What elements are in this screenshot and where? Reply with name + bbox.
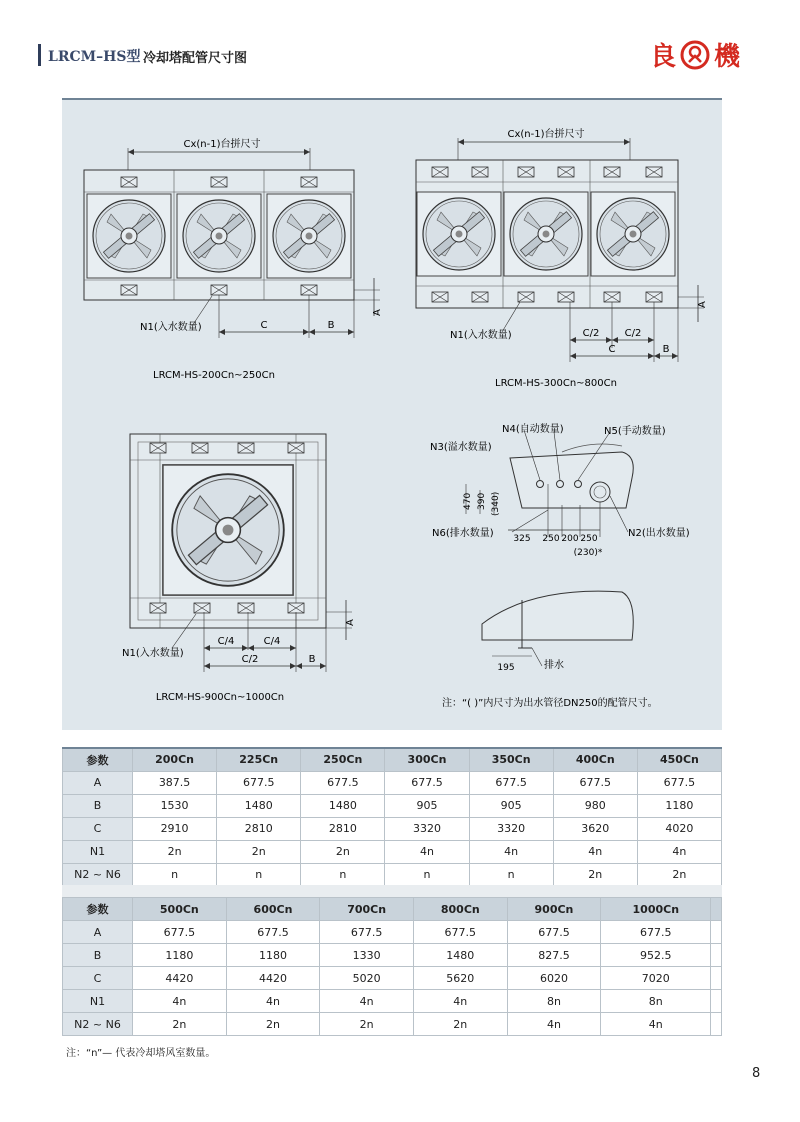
- row-label: C: [63, 967, 133, 990]
- table-cell: n: [301, 863, 385, 886]
- logo-char-left: 良: [650, 42, 677, 72]
- table-row: [63, 817, 722, 840]
- table-cell: 4n: [469, 840, 553, 863]
- table-cell: 1480: [301, 794, 385, 817]
- table-cell: 677.5: [301, 771, 385, 794]
- table-header-cell: [711, 898, 722, 921]
- brand-logo: [650, 36, 740, 73]
- model-name: LRCM–HS型: [48, 49, 141, 65]
- d2-dim-b: B: [662, 344, 670, 355]
- table-row: [63, 794, 722, 817]
- footnote: 注：“n”— 代表冷却塔风室数量。: [66, 1048, 216, 1059]
- table-cell: 4n: [601, 1013, 711, 1036]
- table-row: [63, 1013, 722, 1036]
- d3-dim-a: A: [345, 619, 356, 626]
- d5-drain-label: 排水: [544, 660, 564, 671]
- d4-w250a: 250: [542, 534, 560, 544]
- table-cell: n: [385, 863, 469, 886]
- table-cell: 677.5: [553, 771, 637, 794]
- table-cell: 677.5: [469, 771, 553, 794]
- table-header-cell: 225Cn: [217, 748, 301, 771]
- drawing-side-elevation: [430, 422, 690, 558]
- table-cell: 1480: [217, 794, 301, 817]
- table-cell: 1480: [413, 944, 507, 967]
- table-header-cell: 200Cn: [133, 748, 217, 771]
- row-label: C: [63, 817, 133, 840]
- row-label: N2 ~ N6: [63, 1013, 133, 1036]
- d1-dim-b: B: [327, 320, 335, 331]
- table-header-cell: 600Cn: [226, 898, 320, 921]
- drawing-note: 注：“( )”内尺寸为出水管径DN250的配管尺寸。: [442, 698, 658, 709]
- d4-w230: (230)*: [573, 548, 603, 558]
- spec-table-2: [62, 897, 722, 1036]
- table-header-cell: 450Cn: [637, 748, 721, 771]
- table-header-row: [63, 898, 722, 921]
- d1-dim-c: C: [260, 320, 268, 331]
- table-cell: [711, 944, 722, 967]
- table-row: [63, 967, 722, 990]
- d3-caption: LRCM-HS-900Cn~1000Cn: [155, 692, 285, 703]
- table-cell: 1530: [133, 794, 217, 817]
- d4-h470: 470: [463, 492, 473, 510]
- table-header-cell: 900Cn: [507, 898, 601, 921]
- table-cell: 2n: [133, 1013, 227, 1036]
- table-header-cell: 300Cn: [385, 748, 469, 771]
- table-cell: 827.5: [507, 944, 601, 967]
- table-cell: n: [217, 863, 301, 886]
- page-title: 冷却塔配管尺寸图: [143, 51, 248, 66]
- table-cell: 4n: [413, 990, 507, 1013]
- table-header-cell: 1000Cn: [601, 898, 711, 921]
- table-header-cell: 400Cn: [553, 748, 637, 771]
- d4-n2: N2(出水数量): [628, 528, 690, 539]
- technical-drawings: [62, 100, 722, 732]
- d1-dim-a: A: [372, 309, 383, 316]
- row-label: N1: [63, 840, 133, 863]
- table-cell: 4n: [320, 990, 414, 1013]
- drawing-200cn-250cn: [84, 137, 383, 381]
- table-cell: 905: [469, 794, 553, 817]
- table-cell: 677.5: [217, 771, 301, 794]
- page-number: 8: [752, 1066, 761, 1081]
- row-label: N1: [63, 990, 133, 1013]
- table-cell: 4420: [133, 967, 227, 990]
- table-cell: 677.5: [601, 921, 711, 944]
- table-cell: [711, 1013, 722, 1036]
- table-cell: 2810: [217, 817, 301, 840]
- table-cell: 677.5: [320, 921, 414, 944]
- table-cell: n: [469, 863, 553, 886]
- d4-w200: 200: [561, 534, 579, 544]
- spec-table-1: [62, 747, 722, 887]
- d1-label-n1: N1(入水数量): [140, 322, 202, 333]
- table-cell: 8n: [601, 990, 711, 1013]
- table-header-cell: 800Cn: [413, 898, 507, 921]
- table-row: [63, 771, 722, 794]
- table-cell: 2910: [133, 817, 217, 840]
- table-cell: 677.5: [385, 771, 469, 794]
- table-cell: 3320: [385, 817, 469, 840]
- table-cell: 6020: [507, 967, 601, 990]
- table-cell: 1330: [320, 944, 414, 967]
- table-cell: 4n: [385, 840, 469, 863]
- table-cell: 2n: [320, 1013, 414, 1036]
- table-cell: 4n: [133, 990, 227, 1013]
- table-cell: 4020: [637, 817, 721, 840]
- d3-dim-c4a: C/4: [217, 636, 235, 647]
- table-cell: 1180: [637, 794, 721, 817]
- drawing-300cn-800cn: [416, 127, 708, 389]
- d2-dim-c: C: [608, 344, 616, 355]
- table-separator: [62, 885, 722, 897]
- table-cell: 1180: [133, 944, 227, 967]
- d2-label-n1: N1(入水数量): [450, 330, 512, 341]
- table-cell: 4n: [637, 840, 721, 863]
- table-cell: 677.5: [507, 921, 601, 944]
- table-cell: 905: [385, 794, 469, 817]
- header-accent-bar: [38, 44, 41, 66]
- table-cell: 2n: [301, 840, 385, 863]
- d4-n6: N6(排水数量): [432, 528, 494, 539]
- table-cell: 3320: [469, 817, 553, 840]
- table-cell: [711, 921, 722, 944]
- d1-caption: LRCM-HS-200Cn~250Cn: [153, 370, 275, 381]
- table-cell: 952.5: [601, 944, 711, 967]
- row-label: A: [63, 771, 133, 794]
- table-cell: [711, 990, 722, 1013]
- d2-dim-top: Cx(n-1)台拼尺寸: [507, 129, 585, 140]
- table-cell: 677.5: [413, 921, 507, 944]
- drawing-900cn-1000cn: [122, 434, 356, 703]
- table-cell: 677.5: [637, 771, 721, 794]
- logo-char-right: 機: [714, 42, 741, 72]
- d4-n5: N5(手动数量): [604, 426, 666, 437]
- table-cell: 2n: [553, 863, 637, 886]
- table-header-cell: 250Cn: [301, 748, 385, 771]
- table-header-cell: 700Cn: [320, 898, 414, 921]
- drawing-panel: [62, 98, 722, 730]
- table-header-row: [63, 748, 722, 771]
- table-row: [63, 944, 722, 967]
- row-label: B: [63, 794, 133, 817]
- row-label: B: [63, 944, 133, 967]
- table-header-cell: 参数: [63, 748, 133, 771]
- d2-dim-a: A: [697, 301, 708, 308]
- d2-caption: LRCM-HS-300Cn~800Cn: [495, 378, 617, 389]
- table-cell: 5620: [413, 967, 507, 990]
- d3-dim-c4b: C/4: [263, 636, 281, 647]
- table-cell: 2n: [226, 1013, 320, 1036]
- table-cell: 3620: [553, 817, 637, 840]
- table-cell: 8n: [507, 990, 601, 1013]
- table-cell: 4n: [507, 1013, 601, 1036]
- table-cell: 2n: [217, 840, 301, 863]
- table-row: [63, 921, 722, 944]
- drawing-drain-detail: [442, 591, 658, 709]
- table-row: [63, 990, 722, 1013]
- table-cell: 2n: [133, 840, 217, 863]
- table-cell: 677.5: [133, 921, 227, 944]
- table-row: [63, 840, 722, 863]
- table-header-cell: 500Cn: [133, 898, 227, 921]
- table-cell: [711, 967, 722, 990]
- table-cell: 4n: [553, 840, 637, 863]
- table-cell: 387.5: [133, 771, 217, 794]
- d4-h390: 390: [477, 492, 487, 510]
- d2-dim-c2b: C/2: [624, 328, 642, 339]
- table-cell: 677.5: [226, 921, 320, 944]
- d4-h340: (340): [491, 491, 501, 516]
- d4-n4: N4(自动数量): [502, 424, 564, 435]
- table-cell: 1180: [226, 944, 320, 967]
- row-label: N2 ~ N6: [63, 863, 133, 886]
- table-cell: 2810: [301, 817, 385, 840]
- d3-dim-c2: C/2: [241, 654, 259, 665]
- table-cell: 2n: [637, 863, 721, 886]
- row-label: A: [63, 921, 133, 944]
- table-cell: 2n: [413, 1013, 507, 1036]
- table-header-cell: 350Cn: [469, 748, 553, 771]
- d2-dim-c2a: C/2: [582, 328, 600, 339]
- table-cell: n: [133, 863, 217, 886]
- d5-195: 195: [497, 663, 515, 673]
- table-cell: 980: [553, 794, 637, 817]
- d3-dim-b: B: [308, 654, 316, 665]
- d1-dim-top: Cx(n-1)台拼尺寸: [183, 139, 261, 150]
- logo-seal-icon: [680, 40, 710, 70]
- d4-w325: 325: [513, 534, 531, 544]
- d4-n3: N3(溢水数量): [430, 442, 492, 453]
- table-cell: 4n: [226, 990, 320, 1013]
- d3-label-n1: N1(入水数量): [122, 648, 184, 659]
- table-row: [63, 863, 722, 886]
- table-cell: 5020: [320, 967, 414, 990]
- table-header-cell: 参数: [63, 898, 133, 921]
- table-cell: 4420: [226, 967, 320, 990]
- d4-w250b: 250: [580, 534, 598, 544]
- table-cell: 7020: [601, 967, 711, 990]
